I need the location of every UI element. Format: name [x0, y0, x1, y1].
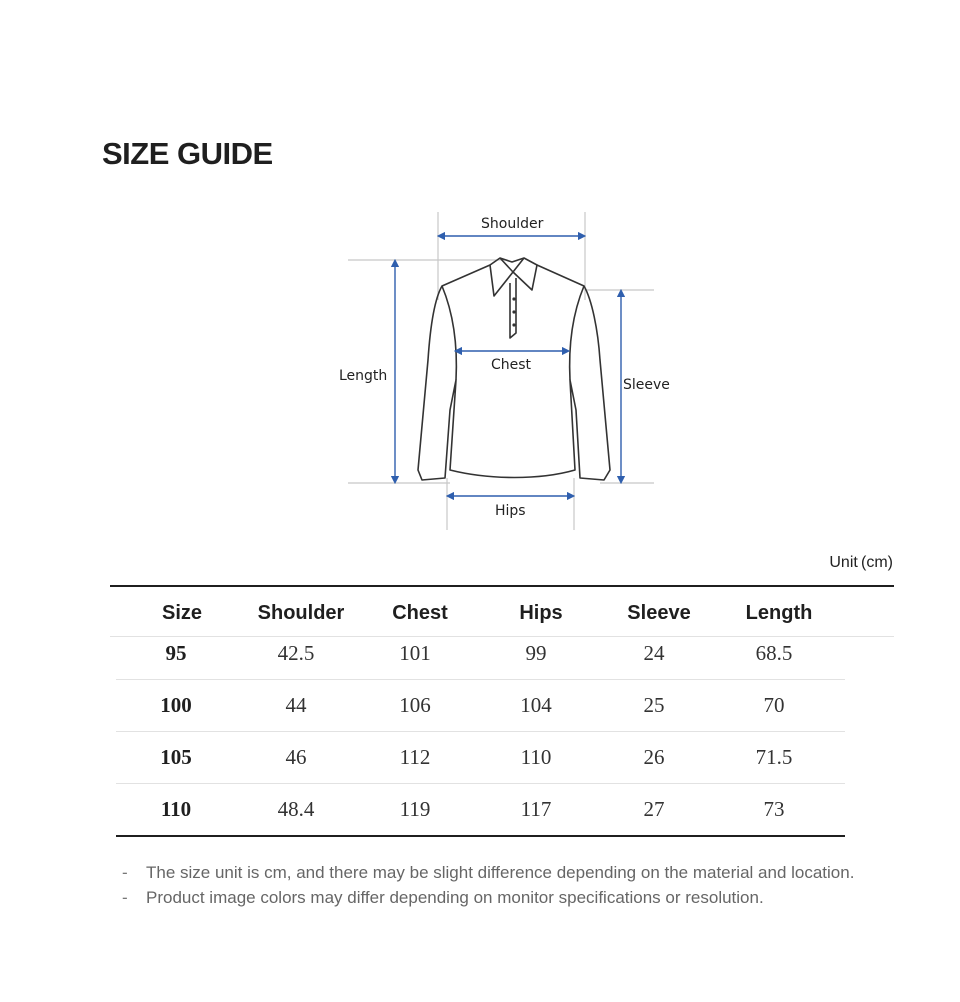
cell-shoulder: 46: [285, 745, 307, 769]
cell-shoulder: 44: [285, 693, 307, 717]
cell-hips: 110: [520, 745, 552, 769]
cell-length: 71.5: [755, 745, 793, 769]
note-item: [122, 885, 854, 910]
cell-size: 110: [160, 797, 192, 821]
cell-sleeve: 26: [643, 745, 665, 769]
unit-label: Unit (cm): [829, 554, 893, 571]
table-row: [110, 679, 894, 731]
note-bullet: -: [122, 888, 128, 907]
cell-chest: 119: [399, 797, 431, 821]
table-row: [110, 783, 894, 835]
page-title: SIZE GUIDE: [102, 136, 273, 171]
cell-size: 100: [160, 693, 192, 717]
note-text: Product image colors may differ depending on monitor specifications or resolution.: [146, 888, 764, 907]
cell-shoulder: 42.5: [277, 641, 315, 665]
cell-size: 105: [160, 745, 192, 769]
cell-length: 73: [763, 797, 785, 821]
notes-list: [122, 860, 854, 910]
column-header-sleeve: Sleeve: [627, 602, 691, 624]
label-sleeve: Sleeve: [623, 377, 670, 393]
note-text: The size unit is cm, and there may be slight difference depending on the material and location.: [146, 863, 855, 882]
cell-hips: 104: [520, 693, 552, 717]
label-length: Length: [339, 368, 388, 384]
cell-sleeve: 25: [643, 693, 665, 717]
cell-sleeve: 27: [643, 797, 665, 821]
cell-sleeve: 24: [643, 641, 665, 665]
label-hips: Hips: [495, 503, 526, 519]
column-header-hips: Hips: [519, 602, 563, 624]
note-item: [122, 860, 854, 885]
column-header-length: Length: [745, 602, 813, 624]
column-header-size: Size: [161, 602, 203, 624]
table-bottom-rule: [116, 835, 845, 837]
cell-chest: 101: [399, 641, 431, 665]
cell-hips: 99: [525, 641, 547, 665]
table-row: [110, 731, 894, 783]
cell-shoulder: 48.4: [277, 797, 315, 821]
buttons: [512, 297, 515, 326]
cell-size: 95: [165, 641, 187, 665]
column-header-shoulder: Shoulder: [257, 602, 345, 624]
cell-chest: 106: [399, 693, 431, 717]
label-chest: Chest: [491, 357, 532, 373]
cell-length: 70: [763, 693, 785, 717]
cell-chest: 112: [399, 745, 431, 769]
column-header-chest: Chest: [392, 602, 448, 624]
table-row: [110, 627, 894, 679]
label-shoulder: Shoulder: [481, 216, 544, 232]
cell-length: 68.5: [755, 641, 793, 665]
note-bullet: -: [122, 863, 128, 882]
cell-hips: 117: [520, 797, 552, 821]
